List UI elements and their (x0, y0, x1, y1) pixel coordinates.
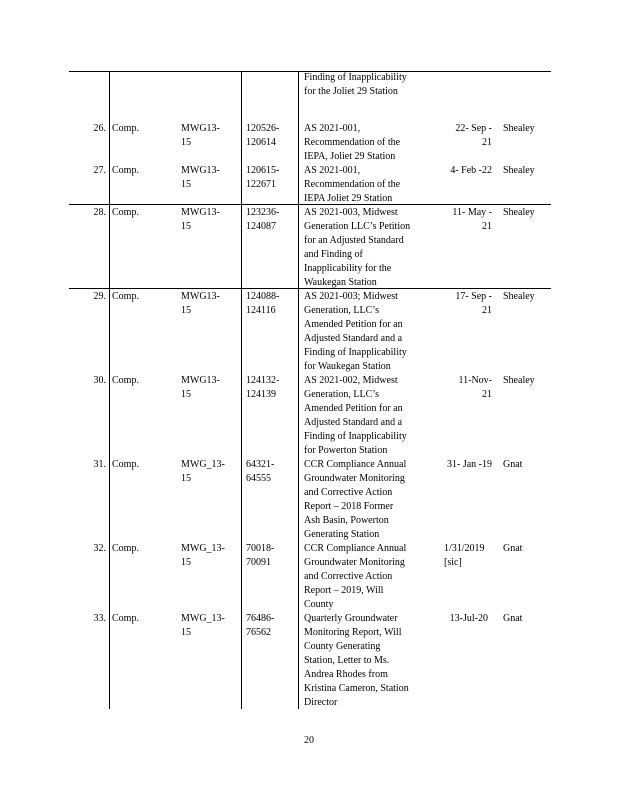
exhibit-type: Comp. (112, 459, 139, 470)
page-number: 20 (304, 735, 314, 746)
continued-description: Finding of Inapplicability for the Joliet 29 Station (304, 72, 407, 97)
document-date: 31- Jan -19 (447, 459, 492, 470)
document-description: AS 2021-001, Recommendation of the IEPA Joliet 29 Station (304, 165, 401, 204)
document-date: 4- Feb -22 (450, 165, 492, 176)
exhibit-number: 30. (93, 375, 106, 386)
witness-name: Gnat (503, 613, 523, 624)
witness-name: Shealey (503, 165, 535, 176)
bates-prefix: MWG13- 15 (181, 207, 220, 232)
exhibit-type: Comp. (112, 207, 139, 218)
bates-range: 123236- 124087 (246, 207, 280, 232)
exhibit-number: 26. (93, 123, 106, 134)
exhibit-type: Comp. (112, 613, 139, 624)
exhibit-type: Comp. (112, 123, 139, 134)
bates-range: 64321- 64555 (246, 459, 275, 484)
witness-name: Gnat (503, 543, 523, 554)
bates-prefix: MWG_13- 15 (181, 543, 225, 568)
exhibit-number: 31. (93, 459, 106, 470)
witness-name: Gnat (503, 459, 523, 470)
document-description: AS 2021-003; Midwest Generation, LLC’s Amended Petition for an Adjusted Standard and a Finding of Inapplicability for Waukegan Station (304, 291, 407, 372)
bates-range: 70018- 70091 (246, 543, 275, 568)
bates-prefix: MWG13- 15 (181, 165, 220, 190)
exhibit-number: 32. (93, 543, 106, 554)
document-description: AS 2021-001, Recommendation of the IEPA, Joliet 29 Station (304, 123, 401, 162)
witness-name: Shealey (503, 291, 535, 302)
document-description: CCR Compliance Annual Groundwater Monitoring and Corrective Action Report – 2018 Former Ash Basin, Powerton Generating Station (304, 459, 407, 540)
bates-prefix: MWG_13- 15 (181, 459, 225, 484)
bates-range: 76486- 76562 (246, 613, 275, 638)
exhibit-number: 29. (93, 291, 106, 302)
bates-range: 120526- 120614 (246, 123, 280, 148)
bates-prefix: MWG13- 15 (181, 123, 220, 148)
bates-range: 124132- 124139 (246, 375, 280, 400)
exhibit-number: 28. (93, 207, 106, 218)
witness-name: Shealey (503, 123, 535, 134)
exhibit-type: Comp. (112, 543, 139, 554)
document-date: 1/31/2019 [sic] (444, 543, 485, 568)
column-divider (241, 71, 242, 709)
exhibit-type: Comp. (112, 291, 139, 302)
exhibit-number: 27. (93, 165, 106, 176)
document-description: Quarterly Groundwater Monitoring Report, Will County Generating Station, Letter to Ms. Andrea Rhodes from Kristina Cameron, Station Director (304, 613, 409, 708)
bates-range: 124088- 124116 (246, 291, 280, 316)
document-date: 11-Nov- 21 (458, 375, 492, 400)
document-description: AS 2021-002, Midwest Generation, LLC’s Amended Petition for an Adjusted Standard and a Finding of Inapplicability for Powerton Station (304, 375, 407, 456)
column-divider (298, 71, 299, 709)
bates-prefix: MWG13- 15 (181, 291, 220, 316)
document-description: AS 2021-003, Midwest Generation LLC’s Petition for an Adjusted Standard and Finding of Inapplicability for the Waukegan Station (304, 207, 411, 288)
exhibit-type: Comp. (112, 375, 139, 386)
document-date: 17- Sep - 21 (455, 291, 492, 316)
column-divider (109, 71, 110, 709)
bates-prefix: MWG13- 15 (181, 375, 220, 400)
witness-name: Shealey (503, 207, 535, 218)
document-date: 13-Jul-20 (449, 613, 488, 624)
bates-prefix: MWG_13- 15 (181, 613, 225, 638)
document-description: CCR Compliance Annual Groundwater Monitoring and Corrective Action Report – 2019, Will County (304, 543, 407, 610)
document-date: 22- Sep - 21 (455, 123, 492, 148)
document-date: 11- May - 21 (452, 207, 492, 232)
witness-name: Shealey (503, 375, 535, 386)
exhibit-type: Comp. (112, 165, 139, 176)
bates-range: 120615- 122671 (246, 165, 280, 190)
exhibit-number: 33. (93, 613, 106, 624)
